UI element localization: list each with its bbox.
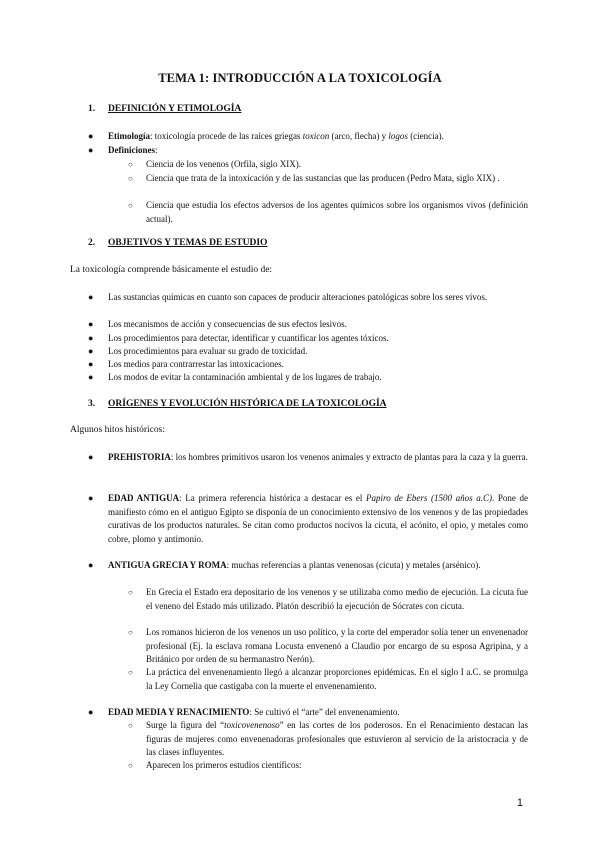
list-item: ● Los procedimientos para detectar, identificar y cuantificar los agentes tóxicos. <box>88 332 528 346</box>
list-item: ● Los mecanismos de acción y consecuencias de sus efectos lesivos. <box>88 318 528 332</box>
paragraph: Algunos hitos históricos: <box>70 425 166 435</box>
bullet-icon: ● <box>88 372 94 382</box>
bullet-icon: ● <box>88 319 94 329</box>
sub-list-item: ○ La práctica del envenenamiento llegó a alcanzar proporciones epidémicas. En el siglo I a.C. se promulga la Ley Cornelia que castigaba con la muerte el envenenamiento. <box>128 667 528 691</box>
section-title: OBJETIVOS Y TEMAS DE ESTUDIO <box>108 238 268 248</box>
page-number: 1 <box>516 797 523 809</box>
section-heading-3 <box>88 399 387 409</box>
paragraph: La toxicología comprende básicamente el estudio de: <box>70 265 273 275</box>
circle-bullet-icon: ○ <box>128 628 133 637</box>
list-item-edad-antigua: ● EDAD ANTIGUA: La primera referencia histórica a destacar es el Papiro de Ebers (1500 años a.C). Pone de manifiesto cómo en el antiguo Egipto se disponía de un conocimiento extensivo de los venenos y de las propiedades curativas de los productos naturales. Se citan como productos nocivos la cicuta, el acónito, el opio, y metales como cobre, plomo y antimonio. <box>88 493 528 544</box>
sub-list-item: ○ Surge la figura del “toxicovenenoso” en las cortes de los poderosos. En el Renacimiento destacan las figuras de mujeres como envenenadoras profesionales que estuvieron al servicio de la aristocracia y de las clases influyentes. <box>128 720 528 757</box>
sub-list-item: ○ Ciencia que estudia los efectos adversos de los agentes químicos sobre los organismos vivos (definición actual). <box>128 200 528 224</box>
sub-list-item: ○ Ciencia de los venenos (Orfila, siglo XIX). <box>128 158 528 172</box>
bullet-icon: ● <box>88 452 94 462</box>
list-item: ● Los procedimientos para evaluar su grado de toxicidad. <box>88 345 528 359</box>
section-heading-1 <box>88 104 241 114</box>
document-title: TEMA 1: INTRODUCCIÓN A LA TOXICOLOGÍA <box>158 71 442 85</box>
circle-bullet-icon: ○ <box>128 174 133 183</box>
section-number: 2. <box>88 238 96 248</box>
circle-bullet-icon: ○ <box>128 668 133 677</box>
bullet-icon: ● <box>88 560 94 570</box>
definiciones-label: Definiciones <box>108 145 155 155</box>
etimologia-label: Etimología <box>108 131 150 141</box>
sub-list-item: ○ En Grecia el Estado era depositario de los venenos y se utilizaba como medio de ejecución. La cicuta fue el veneno del Estado más utilizado. Platón describió la ejecución de Sócrates con cicuta. <box>128 587 528 611</box>
section-number: 3. <box>88 399 96 409</box>
list-item-edad-media: ● EDAD MEDIA Y RENACIMIENTO: Se cultivó el “arte” del envenenamiento. <box>88 706 528 720</box>
circle-bullet-icon: ○ <box>128 201 133 210</box>
sub-list-item: ○ Ciencia que trata de la intoxicación y de las sustancias que las producen (Pedro Mata, siglo XIX) . <box>128 172 528 186</box>
bullet-icon: ● <box>88 292 94 302</box>
circle-bullet-icon: ○ <box>128 160 133 169</box>
bullet-icon: ● <box>88 333 94 343</box>
bullet-icon: ● <box>88 707 94 717</box>
list-item: ● Definiciones: <box>88 144 528 158</box>
section-number: 1. <box>88 104 96 114</box>
section-heading-2 <box>88 238 267 248</box>
list-item-grecia-roma: ● ANTIGUA GRECIA Y ROMA: muchas referencias a plantas venenosas (cicuta) y metales (arsénico). <box>88 559 528 573</box>
bullet-icon: ● <box>88 346 94 356</box>
section-title: ORÍGENES Y EVOLUCIÓN HISTÓRICA DE LA TOXICOLOGÍA <box>108 399 387 409</box>
list-item: ● Los modos de evitar la contaminación ambiental y de los lugares de trabajo. <box>88 371 528 385</box>
circle-bullet-icon: ○ <box>128 588 133 597</box>
list-item: ● Etimología: toxicología procede de las raíces griegas toxicon (arco, flecha) y logos (ciencia). <box>88 130 528 144</box>
list-item: ● Las sustancias químicas en cuanto son capaces de producir alteraciones patológicas sobre los seres vivos. <box>88 291 528 305</box>
section-title: DEFINICIÓN Y ETIMOLOGÍA <box>108 104 242 114</box>
list-item: ● Los medios para contrarrestar las intoxicaciones. <box>88 358 528 372</box>
bullet-icon: ● <box>88 145 94 155</box>
circle-bullet-icon: ○ <box>128 761 133 770</box>
sub-list-item: ○ Aparecen los primeros estudios científicos: <box>128 759 528 773</box>
circle-bullet-icon: ○ <box>128 721 133 730</box>
list-item-prehistoria: ● PREHISTORIA: los hombres primitivos usaron los venenos animales y extracto de plantas para la caza y la guerra. <box>88 451 528 465</box>
bullet-icon: ● <box>88 131 94 141</box>
bullet-icon: ● <box>88 493 94 503</box>
bullet-icon: ● <box>88 359 94 369</box>
sub-list-item: ○ Los romanos hicieron de los venenos un uso político, y la corte del emperador solía tener un envenenador profesional (Ej. la esclava romana Locusta envenenó a Claudio por encargo de su esposa Agripina, y a Británico por orden de su hermanastro Nerón). <box>128 627 528 664</box>
